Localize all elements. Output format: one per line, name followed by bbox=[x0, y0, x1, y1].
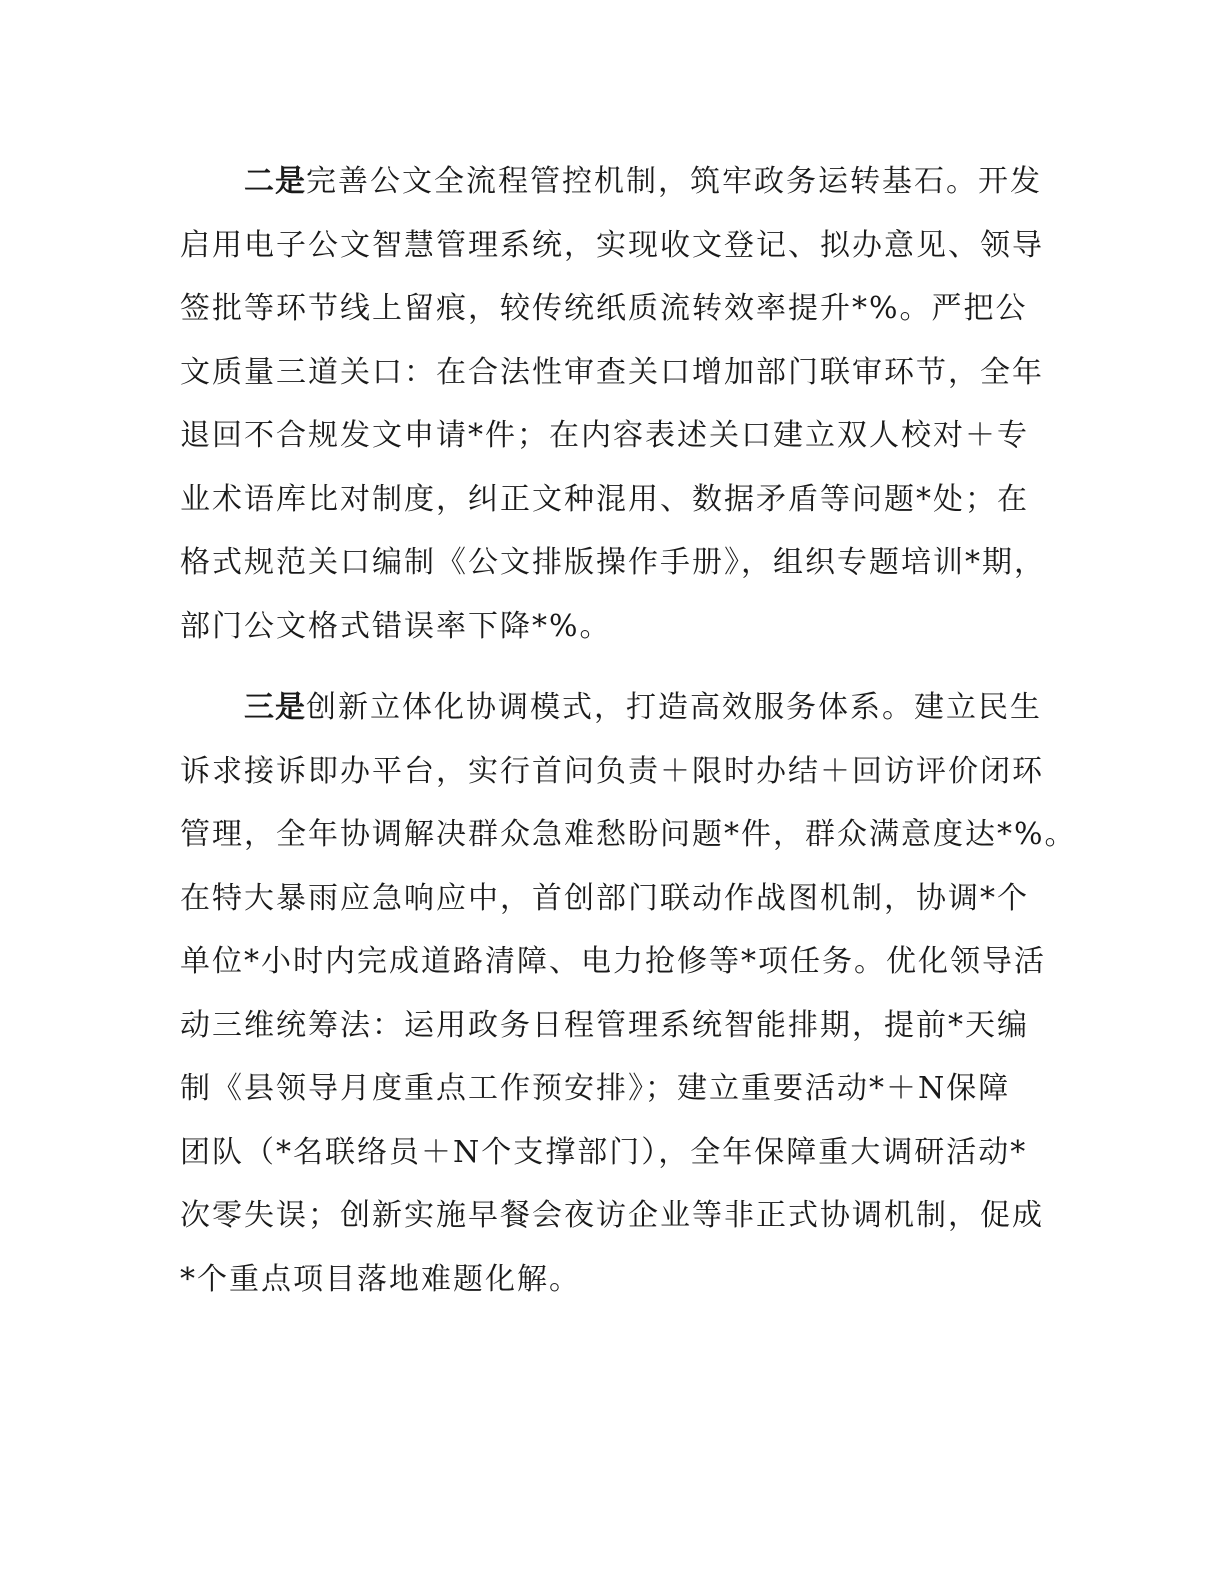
document-page bbox=[180, 150, 1077, 1311]
paragraph-line: 在特大暴雨应急响应中，首创部门联动作战图机制，协调*个 bbox=[180, 880, 1029, 916]
paragraph-line: 管理，全年协调解决群众急难愁盼问题*件，群众满意度达*%。 bbox=[180, 817, 1077, 852]
paragraph-line: 单位*小时内完成道路清障、电力抢修等*项任务。优化领导活 bbox=[180, 944, 1046, 979]
paragraph-line: 退回不合规发文申请*件；在内容表述关口建立双人校对＋专 bbox=[180, 418, 1029, 453]
paragraph-line: 业术语库比对制度，纠正文种混用、数据矛盾等问题*处；在 bbox=[180, 481, 1029, 517]
paragraph-lead: 二是 bbox=[244, 164, 306, 199]
paragraph-line: 次零失误；创新实施早餐会夜访企业等非正式协调机制，促成 bbox=[180, 1198, 1044, 1233]
paragraph-line: 文质量三道关口：在合法性审查关口增加部门联审环节，全年 bbox=[180, 354, 1044, 390]
paragraph-line: 团队（*名联络员＋N个支撑部门），全年保障重大调研活动* bbox=[180, 1134, 1028, 1170]
paragraph-line-text: 创新立体化协调模式，打造高效服务体系。建立民生 bbox=[306, 690, 1042, 725]
paragraph-lead: 三是 bbox=[244, 690, 306, 725]
paragraph-line: 启用电子公文智慧管理系统，实现收文登记、拟办意见、领导 bbox=[180, 227, 1044, 263]
paragraph-line: 制《县领导月度重点工作预安排》；建立重要活动*＋N保障 bbox=[180, 1071, 1011, 1106]
paragraph-line: 签批等环节线上留痕，较传统纸质流转效率提升*%。严把公 bbox=[180, 291, 1028, 326]
paragraph-line: *个重点项目落地难题化解。 bbox=[180, 1261, 581, 1297]
paragraph-line: 部门公文格式错误率下降*%。 bbox=[180, 608, 612, 644]
paragraph-three bbox=[180, 676, 1077, 1311]
paragraph-line: 诉求接诉即办平台，实行首问负责＋限时办结＋回访评价闭环 bbox=[180, 753, 1044, 789]
paragraph-line bbox=[180, 676, 1060, 740]
paragraph-line: 格式规范关口编制《公文排版操作手册》，组织专题培训*期， bbox=[180, 545, 1046, 580]
paragraph-line: 动三维统筹法：运用政务日程管理系统智能排期，提前*天编 bbox=[180, 1007, 1029, 1043]
paragraph-line bbox=[180, 150, 1060, 214]
paragraph-line-text: 完善公文全流程管控机制，筑牢政务运转基石。开发 bbox=[306, 164, 1042, 199]
paragraph-two bbox=[180, 150, 1060, 658]
